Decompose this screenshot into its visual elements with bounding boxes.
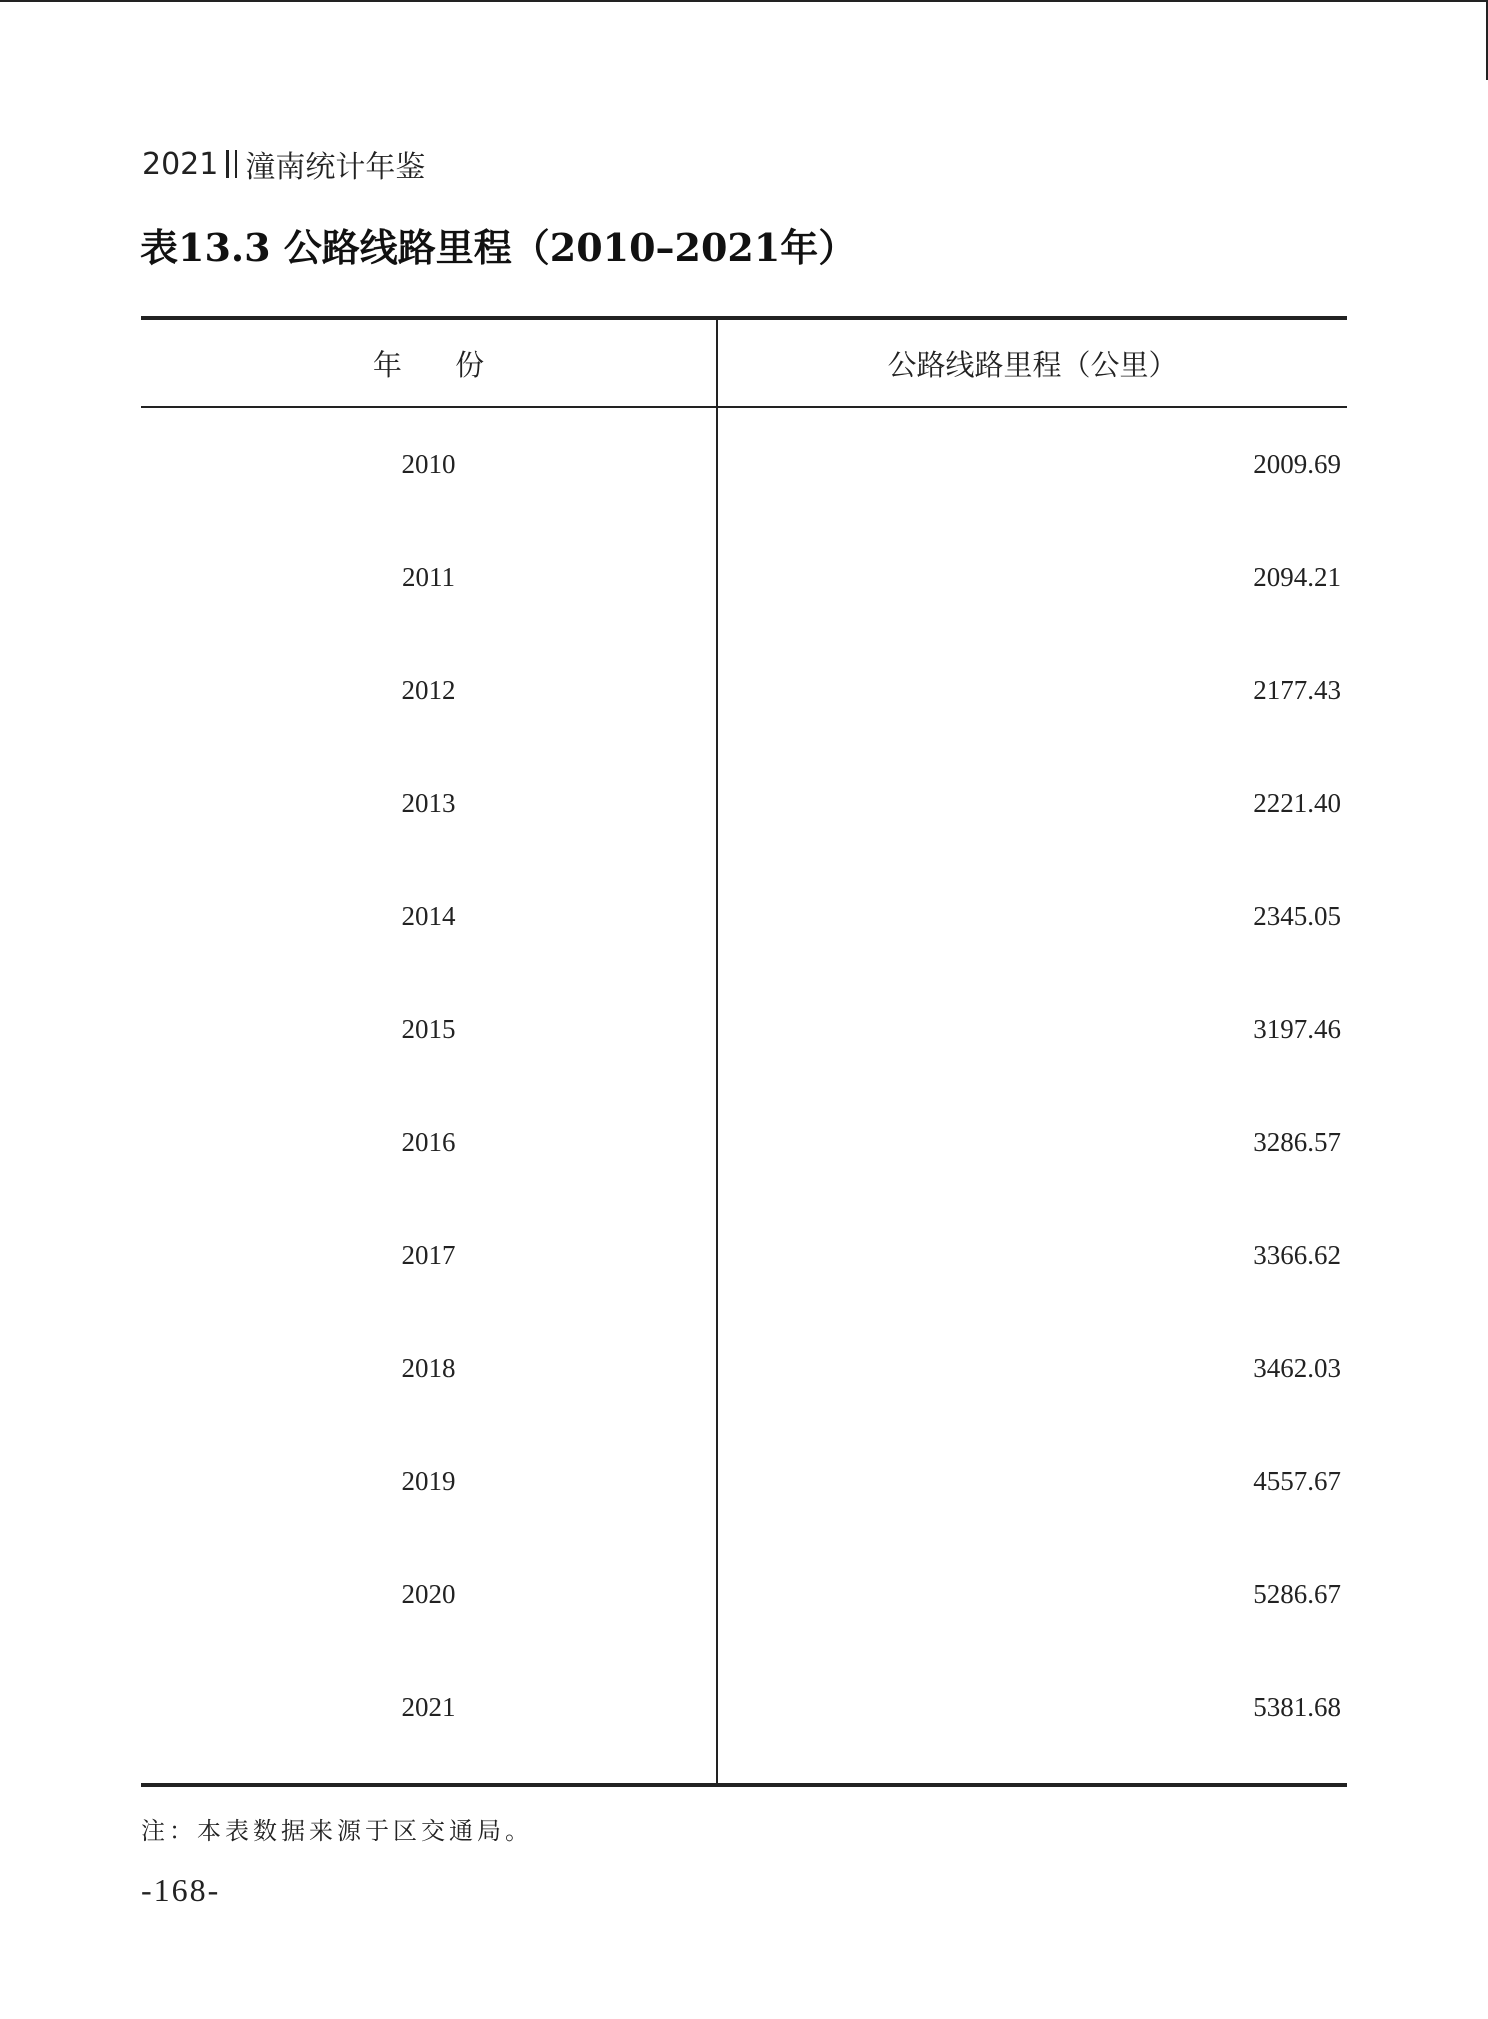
table-row bbox=[141, 1199, 1347, 1312]
year-cell: 2010 bbox=[401, 449, 456, 479]
year-cell: 2018 bbox=[401, 1353, 456, 1383]
table-row bbox=[141, 634, 1347, 747]
running-head bbox=[142, 142, 425, 186]
table-row bbox=[141, 973, 1347, 1086]
page-top-border bbox=[0, 0, 1488, 2]
mileage-cell: 3286.57 bbox=[1253, 1127, 1341, 1157]
running-head-separator-thin bbox=[235, 150, 237, 178]
year-cell: 2016 bbox=[401, 1127, 456, 1157]
mileage-cell: 5286.67 bbox=[1253, 1579, 1341, 1609]
table-row bbox=[141, 860, 1347, 973]
column-header-mileage: 公路线路里程（公里） bbox=[887, 347, 1178, 382]
year-cell: 2014 bbox=[401, 901, 456, 931]
mileage-cell: 2094.21 bbox=[1253, 562, 1341, 592]
year-cell: 2015 bbox=[401, 1014, 456, 1044]
table-row bbox=[141, 1086, 1347, 1199]
running-head-book-title: 潼南统计年鉴 bbox=[245, 150, 426, 185]
table-title: 表13.3 公路线路里程（2010–2021年） bbox=[140, 224, 857, 270]
year-cell: 2011 bbox=[402, 562, 455, 592]
mileage-cell: 3366.62 bbox=[1253, 1240, 1341, 1270]
table-row bbox=[141, 1425, 1347, 1538]
table-row bbox=[141, 521, 1347, 634]
table-row bbox=[141, 408, 1347, 521]
column-header-year: 年 份 bbox=[372, 347, 507, 382]
table-row bbox=[141, 1538, 1347, 1651]
mileage-cell: 4557.67 bbox=[1253, 1466, 1341, 1496]
year-cell: 2017 bbox=[401, 1240, 456, 1270]
table-row bbox=[141, 1651, 1347, 1764]
mileage-cell: 3462.03 bbox=[1253, 1353, 1341, 1383]
year-cell: 2020 bbox=[401, 1579, 456, 1609]
mileage-cell: 2009.69 bbox=[1253, 449, 1341, 479]
running-head-year: 2021 bbox=[142, 146, 219, 182]
year-cell: 2013 bbox=[401, 788, 456, 818]
table-row bbox=[141, 1312, 1347, 1425]
year-cell: 2012 bbox=[401, 675, 456, 705]
mileage-cell: 5381.68 bbox=[1253, 1692, 1341, 1722]
page-number: -168- bbox=[141, 1871, 221, 1908]
table-body bbox=[141, 408, 1347, 1783]
mileage-cell: 2221.40 bbox=[1253, 788, 1341, 818]
year-cell: 2021 bbox=[401, 1692, 456, 1722]
mileage-cell: 3197.46 bbox=[1253, 1014, 1341, 1044]
year-cell: 2019 bbox=[401, 1466, 456, 1496]
mileage-cell: 2177.43 bbox=[1253, 675, 1341, 705]
table-note: 注：本表数据来源于区交通局。 bbox=[141, 1816, 533, 1845]
mileage-cell: 2345.05 bbox=[1253, 901, 1341, 931]
running-head-separator bbox=[226, 150, 229, 178]
table-bottom-rule bbox=[141, 1783, 1347, 1787]
table-row bbox=[141, 747, 1347, 860]
